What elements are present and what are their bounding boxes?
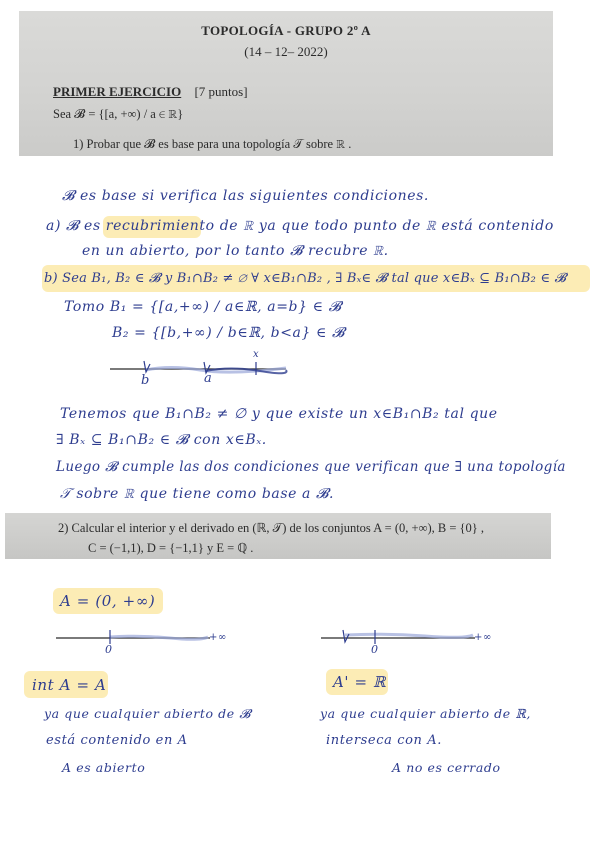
- number-line-label-a: a: [204, 371, 213, 386]
- answer1-luego-line2: 𝒯 sobre ℝ que tiene como base a 𝓑.: [60, 486, 335, 502]
- answer1-tomo-line1: Tomo B₁ = {[a,+∞) / a∈ℝ, a=b} ∈ 𝓑: [64, 299, 342, 315]
- answer1-a-line1: [46, 218, 554, 234]
- question-1: 1) Probar que 𝓑 es base para una topología 𝒯 sobre ℝ .: [73, 137, 352, 151]
- base-definition: Sea 𝓑 = {[a, +∞) / a ∈ ℝ}: [53, 107, 184, 121]
- answer1-tenemos-line1: Tenemos que B₁∩B₂ ≠ ∅ y que existe un x∈B₁∩B₂ tal que: [60, 406, 498, 422]
- set-a-definition: A = (0, +∞): [60, 592, 156, 610]
- answer1-tenemos-line2: ∃ Bₓ ⊆ B₁∩B₂ ∈ 𝓑 con x∈Bₓ.: [56, 432, 267, 448]
- question2-photo: [5, 513, 551, 559]
- tick-label-zero-left: 0: [105, 643, 113, 656]
- answer1-a-line2: en un abierto, por lo tanto 𝓑 recubre ℝ.: [82, 243, 389, 259]
- derived-reason-line2: interseca con A.: [326, 733, 442, 748]
- answer1-luego-line1: Luego 𝓑 cumple las dos condiciones que verifican que ∃ una topología: [56, 459, 566, 475]
- answer1-a-highlighted-word: recubrimiento: [105, 218, 215, 234]
- question-2-line1: 2) Calcular el interior y el derivado en (ℝ, 𝒯) de los conjuntos A = (0, +∞), B = {0} ,: [58, 521, 485, 535]
- question-2-line2: C = (−1,1), D = {−1,1} y E = ℚ .: [88, 541, 254, 555]
- answer1-tomo-line2: B₂ = {[b,+∞) / b∈ℝ, b<a} ∈ 𝓑: [112, 325, 346, 341]
- exam-title: TOPOLOGÍA - GRUPO 2º A: [201, 23, 371, 38]
- exam-header-photo: [19, 11, 553, 156]
- infinity-label-left: +∞: [209, 632, 227, 643]
- exercise-points: [7 puntos]: [194, 84, 248, 99]
- answer1-b-line: b) Sea B₁, B₂ ∈ 𝓑 y B₁∩B₂ ≠ ∅ ∀ x∈B₁∩B₂ , ∃ Bₓ∈ 𝓑 tal que x∈Bₓ ⊆ B₁∩B₂ ∈ 𝓑: [44, 271, 567, 286]
- number-line-label-b: b: [141, 373, 150, 388]
- tick-label-zero-right: 0: [371, 643, 379, 656]
- answer1-line1: 𝓑 es base si verifica las siguientes condiciones.: [62, 188, 429, 204]
- derived-reason-line1: ya que cualquier abierto de ℝ,: [320, 706, 531, 721]
- interior-reason-line1: ya que cualquier abierto de 𝓑: [44, 706, 251, 721]
- interior-conclusion: A es abierto: [62, 760, 146, 775]
- interior-result: int A = A: [32, 676, 107, 694]
- number-line-b-a: [100, 352, 300, 392]
- exam-date: (14 – 12– 2022): [244, 44, 328, 59]
- interior-reason-line2: está contenido en A: [46, 733, 188, 748]
- exercise-heading: [53, 84, 248, 100]
- ray-a-right: [345, 634, 473, 637]
- exercise-title: PRIMER EJERCICIO: [53, 84, 182, 99]
- number-line-label-x: x: [253, 349, 260, 360]
- answer1-a-prefix: a) 𝓑 es: [46, 218, 101, 234]
- derived-result: A' = ℝ: [333, 673, 387, 691]
- derived-conclusion: A no es cerrado: [392, 760, 501, 775]
- infinity-label-right: +∞: [474, 632, 492, 643]
- answer1-a-suffix: de ℝ ya que todo punto de ℝ está contenido: [219, 218, 554, 234]
